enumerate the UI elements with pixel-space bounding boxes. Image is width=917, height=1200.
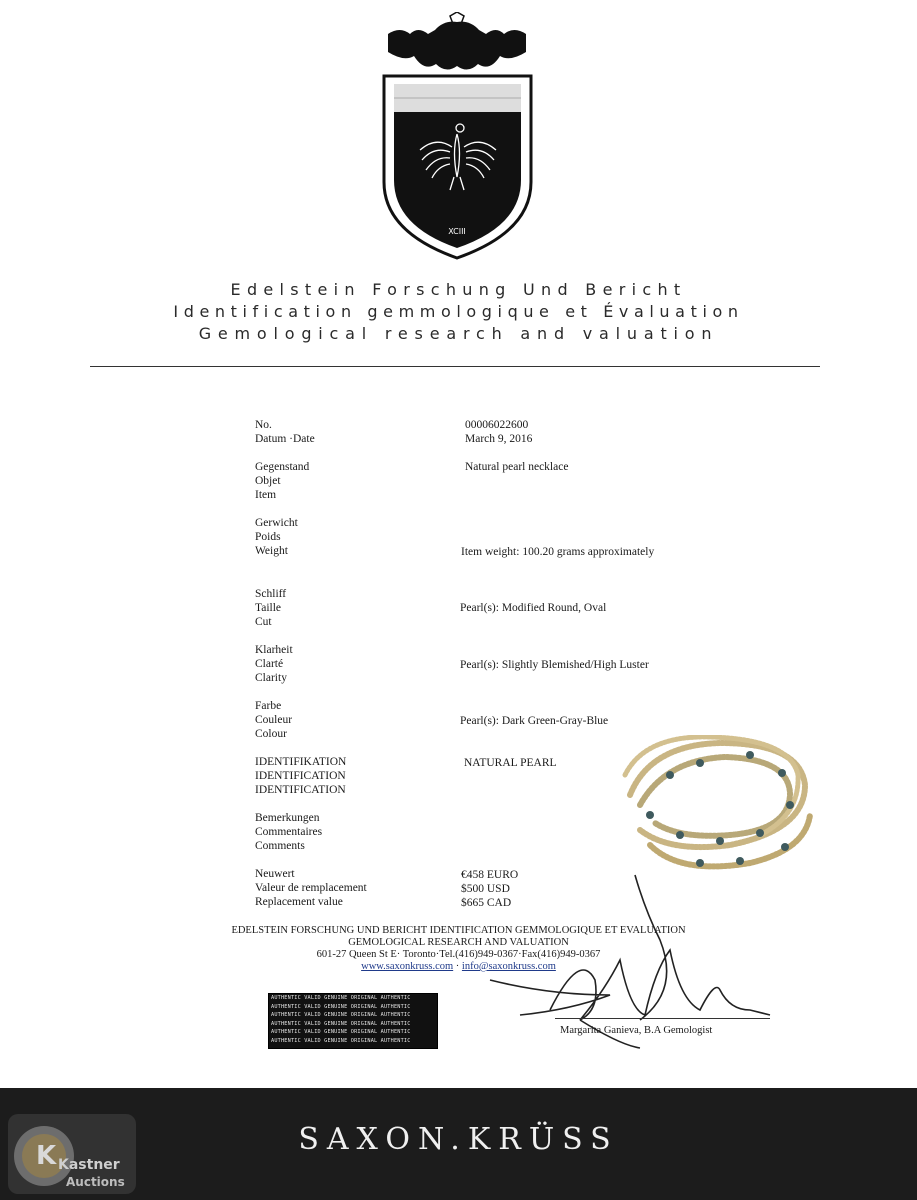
authenticity-stamp: AUTHENTIC VALID GENUINE ORIGINAL AUTHENTIC AUTHENTIC VALID GENUINE ORIGINAL AUTHENTIC AUTHENTIC VALID GENUINE ORIGINAL AUTHENTIC AUTHENTIC VALID GENUINE ORIGINAL AUTHENTIC AUTHENTIC VALID GENUINE ORIGINAL AUTHENTIC AUTHENTIC VALID GENUINE ORIGINAL AUTHENTIC — [268, 993, 438, 1049]
svg-text:Kastner: Kastner — [58, 1157, 120, 1173]
crest-numeral: XCIII — [448, 227, 466, 236]
report-number-value: 00006022600 — [465, 419, 529, 431]
date-value: March 9, 2016 — [465, 433, 533, 445]
svg-text:K: K — [36, 1141, 57, 1171]
cut-label: Schliff Taille Cut — [255, 588, 287, 628]
header-line-french: Identification gemmologique et Évaluation — [173, 302, 744, 321]
weight-value: Item weight: 100.20 grams approximately — [461, 546, 655, 558]
date-label: Datum ·Date — [255, 433, 315, 445]
value-euro: €458 EURO — [461, 869, 519, 881]
email-link[interactable]: info@saxonkruss.com — [461, 961, 556, 972]
item-label: Gegenstand Objet Item — [255, 461, 310, 501]
item-value: Natural pearl necklace — [465, 461, 569, 473]
svg-text:Auctions: Auctions — [66, 1175, 125, 1189]
clarity-value: Pearl(s): Slightly Blemished/High Luster — [460, 659, 649, 671]
footer-address: 601-27 Queen St E· Toronto·Tel.(416)949-0367·Fax(416)949-0367 — [316, 949, 601, 960]
brand-name: SAXON.KRÜSS — [298, 1122, 619, 1157]
signature-icon — [430, 870, 780, 1050]
footer-company-line2: GEMOLOGICAL RESEARCH AND VALUATION — [348, 937, 569, 948]
website-link[interactable]: www.saxonkruss.com — [361, 961, 454, 972]
weight-label: Gerwicht Poids Weight — [255, 517, 298, 557]
clarity-label: Klarheit Clarté Clarity — [255, 644, 293, 684]
footer-company-line1: EDELSTEIN FORSCHUNG UND BERICHT IDENTIFICATION GEMMOLOGIQUE ET EVALUATION — [231, 925, 686, 936]
cut-value: Pearl(s): Modified Round, Oval — [460, 602, 607, 614]
header-line-german: Edelstein Forschung Und Bericht — [230, 280, 687, 299]
comments-label: Bemerkungen Commentaires Comments — [255, 812, 323, 852]
header-line-english: Gemological research and valuation — [198, 324, 719, 343]
pearl-necklace-photo — [610, 735, 815, 875]
report-number-label: No. — [255, 419, 272, 431]
gemologist-name: Margarita Ganieva, B.A Gemologist — [560, 1025, 713, 1036]
colour-label: Farbe Couleur Colour — [255, 700, 293, 740]
value-cad: $665 CAD — [461, 897, 512, 909]
signature-line — [555, 1018, 770, 1019]
identification-value: NATURAL PEARL — [464, 757, 557, 769]
footer-contact: www.saxonkruss.com · info@saxonkruss.com — [361, 961, 556, 972]
colour-value: Pearl(s): Dark Green-Gray-Blue — [460, 715, 609, 727]
kastner-auctions-watermark — [6, 1112, 141, 1196]
header-divider — [90, 366, 820, 367]
identification-label: IDENTIFIKATION IDENTIFICATION IDENTIFICATION — [255, 756, 347, 796]
eagle-shield-crest-icon — [380, 12, 535, 262]
value-usd: $500 USD — [461, 883, 510, 895]
replacement-value-label: Neuwert Valeur de remplacement Replacement value — [255, 868, 367, 908]
